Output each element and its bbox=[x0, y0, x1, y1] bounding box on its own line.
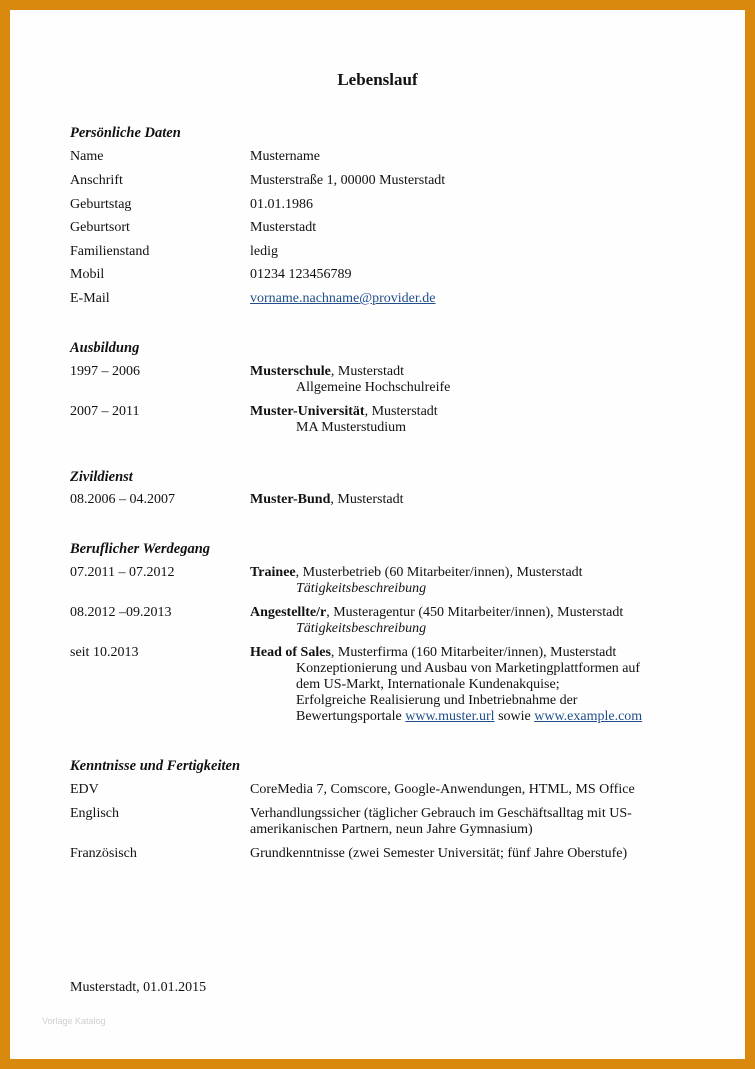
entry-period: seit 10.2013 bbox=[70, 645, 139, 660]
entry-detail-text: sowie bbox=[494, 709, 535, 724]
section-heading-personal: Persönliche Daten bbox=[70, 125, 181, 141]
entry-employer: , Musteragentur (450 Mitarbeiter/innen), Musterstadt bbox=[326, 605, 624, 620]
row-label: Name bbox=[70, 149, 104, 164]
row-value: 01234 123456789 bbox=[250, 267, 352, 282]
entry-position: Trainee bbox=[250, 565, 296, 580]
entry-detail-line: Erfolgreiche Realisierung und Inbetriebnahme der bbox=[296, 693, 578, 708]
section-heading-civil-service: Zivildienst bbox=[70, 469, 133, 485]
section-heading-career: Beruflicher Werdegang bbox=[70, 541, 211, 557]
row-value: Musterstraße 1, 00000 Musterstadt bbox=[250, 173, 446, 188]
email-link[interactable]: vorname.nachname@provider.de bbox=[250, 291, 436, 306]
row-value: Verhandlungssicher (täglicher Gebrauch im Geschäftsalltag mit US- bbox=[250, 806, 632, 821]
watermark-text: Vorlage Katalog bbox=[42, 1016, 106, 1026]
link-muster-url[interactable]: www.muster.url bbox=[405, 709, 495, 724]
entry-period: 1997 – 2006 bbox=[70, 364, 140, 379]
row-value: CoreMedia 7, Comscore, Google-Anwendungen, HTML, MS Office bbox=[250, 782, 635, 797]
row-value: 01.01.1986 bbox=[250, 197, 313, 212]
entry-detail: Tätigkeitsbeschreibung bbox=[296, 621, 427, 636]
entry-detail: Tätigkeitsbeschreibung bbox=[296, 581, 427, 596]
entry-location: , Musterstadt bbox=[330, 364, 404, 379]
entry-period: 07.2011 – 07.2012 bbox=[70, 565, 175, 580]
row-value: Musterstadt bbox=[250, 220, 317, 235]
row-label: E-Mail bbox=[70, 291, 110, 306]
row-label: Geburtsort bbox=[70, 220, 130, 235]
row-value-continued: amerikanischen Partnern, neun Jahre Gymnasium) bbox=[250, 822, 533, 837]
cv-page bbox=[10, 10, 745, 1059]
entry-detail-line: dem US-Markt, Internationale Kundenakquise; bbox=[296, 677, 560, 692]
link-example-com[interactable]: www.example.com bbox=[534, 709, 643, 724]
entry-position: Head of Sales bbox=[250, 645, 331, 660]
row-label: EDV bbox=[70, 782, 99, 797]
entry-period: 08.2012 –09.2013 bbox=[70, 605, 172, 620]
entry-employer: , Musterbetrieb (60 Mitarbeiter/innen), Musterstadt bbox=[295, 565, 583, 580]
row-label: Anschrift bbox=[70, 173, 123, 188]
row-label: Familienstand bbox=[70, 244, 150, 259]
row-value: Grundkenntnisse (zwei Semester Universität; fünf Jahre Oberstufe) bbox=[250, 846, 628, 861]
section-heading-skills: Kenntnisse und Fertigkeiten bbox=[70, 758, 241, 774]
entry-detail: MA Musterstudium bbox=[296, 420, 407, 435]
row-label: Französisch bbox=[70, 846, 137, 861]
entry-institution: Musterschule bbox=[250, 364, 331, 379]
entry-detail: Allgemeine Hochschulreife bbox=[296, 380, 451, 395]
page-title: Lebenslauf bbox=[337, 70, 418, 89]
entry-institution: Muster-Bund bbox=[250, 492, 331, 507]
entry-detail-line bbox=[250, 709, 690, 725]
section-heading-education: Ausbildung bbox=[70, 340, 140, 356]
row-label: Englisch bbox=[70, 806, 119, 821]
place-date-footer: Musterstadt, 01.01.2015 bbox=[70, 980, 207, 995]
entry-employer: , Musterfirma (160 Mitarbeiter/innen), Musterstadt bbox=[330, 645, 617, 660]
entry-institution: Muster-Universität bbox=[250, 404, 365, 419]
entry-detail-text: Bewertungsportale bbox=[296, 709, 406, 724]
entry-period: 08.2006 – 04.2007 bbox=[70, 492, 175, 507]
row-label: Geburtstag bbox=[70, 197, 132, 212]
entry-period: 2007 – 2011 bbox=[70, 404, 140, 419]
entry-detail-line: Konzeptionierung und Ausbau von Marketingplattformen auf bbox=[296, 661, 641, 676]
entry-location: , Musterstadt bbox=[330, 492, 404, 507]
entry-location: , Musterstadt bbox=[364, 404, 438, 419]
row-value: Mustername bbox=[250, 149, 320, 164]
row-label: Mobil bbox=[70, 267, 105, 282]
row-value: ledig bbox=[250, 244, 278, 259]
entry-position: Angestellte/r bbox=[250, 605, 327, 620]
